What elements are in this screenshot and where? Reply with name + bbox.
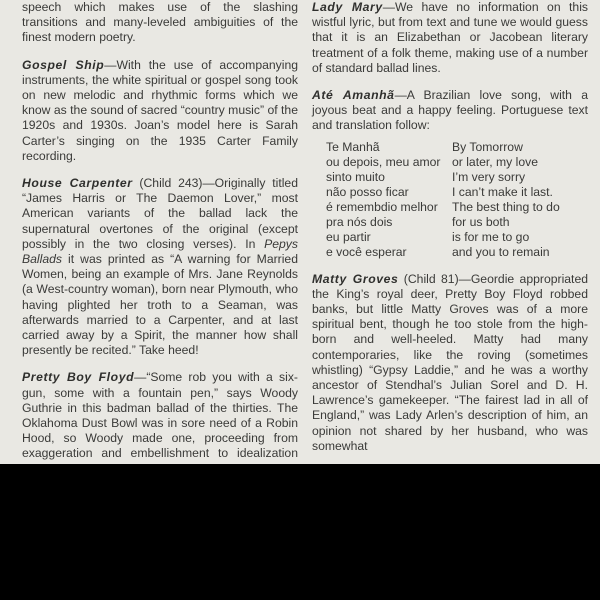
lyric-pt-line: ou depois, meu amor <box>326 154 441 169</box>
lyric-pt-line: não posso ficar <box>326 184 409 199</box>
intro-paragraph <box>22 0 298 46</box>
pepys-ballads-title: Pepys Ballads <box>22 236 298 267</box>
ate-amanha-paragraph <box>312 88 588 134</box>
intro-text: speech which makes use of the slashing transitions and many-leveled ambiguities of the finest modern poetry. <box>22 0 298 45</box>
pretty-boy-floyd-title: Pretty Boy Floyd <box>22 370 135 385</box>
lady-mary-paragraph <box>312 0 588 76</box>
house-carpenter-paragraph <box>22 176 298 358</box>
lyric-en-line: and you to remain <box>452 244 550 259</box>
gospel-ship-title: Gospel Ship <box>22 57 105 72</box>
ate-amanha-title: Até Amanhã <box>312 88 395 103</box>
matty-groves-text: (Child 81)—Geordie appropriated the King’s royal deer, Pretty Boy Floyd robbed banks, but little Matty Groves was of a more spiritual bent, though he too stole from the high-born and well-heeled. Matty had many contemporaries, like the roving (sometimes whistling) “Gypsy Laddie,” and he was a worthy ancestor of Stendhal’s Julian Sorel and D. H. Lawrence’s gamekeeper. “The fairest lad in all of England,” was Lady Arlen’s description of him, an opinion not shared by her husband, who was somewhat <box>312 271 588 453</box>
pretty-boy-floyd-text: —“Some rob you with a six-gun, some with a fountain pen,” says Woody Guthrie in this badman ballad of the thirties. The Oklahoma Dust Bowl was in sore need of a Robin Hood, so Woody made one, proceeding from exaggeration and embellishment to idealization <box>22 370 298 461</box>
lyric-pt-line: é remembdio melhor <box>326 199 438 214</box>
lyric-en-line: By Tomorrow <box>452 139 523 154</box>
lyrics-english-column <box>452 140 578 260</box>
right-column <box>312 0 589 453</box>
left-column <box>22 0 299 461</box>
lady-mary-text: —We have no information on this wistful lyric, but from text and tune we would guess that it is an Elizabethan or Jacobean literary treatment of a folk theme, making use of a number of standard ballad lines. <box>312 0 588 75</box>
house-carpenter-title: House Carpenter <box>22 176 133 191</box>
lyrics-table <box>326 140 588 260</box>
gospel-ship-text: —With the use of accompanying instruments, the white spiritual or gospel song took on new melodic and rhythmic forms which we know as the sound of sacred “country music” of the 1920s and 1930s. Joan’s model here is Sarah Carter’s singing on the 1935 Carter Family recording. <box>22 57 299 163</box>
lyric-en-line: The best thing to do <box>452 199 560 214</box>
house-carpenter-text-b: it was printed as “A warning for Married Women, being an example of Mrs. Jane Reynolds (a West-country woman), born near Plymouth, who having plighted her troth to a Seaman, was afterwards married to a Carpenter, and at last carried away by a Spirit, the manner how shall presently be recited.” Take heed! <box>22 252 298 358</box>
matty-groves-title: Matty Groves <box>312 271 399 286</box>
lady-mary-title: Lady Mary <box>312 0 383 14</box>
lyric-pt-line: eu partir <box>326 229 371 244</box>
lyric-en-line: is for me to go <box>452 229 530 244</box>
lyric-en-line: for us both <box>452 214 510 229</box>
black-band <box>0 464 600 600</box>
lyric-pt-line: e você esperar <box>326 244 407 259</box>
lyric-en-line: or later, my love <box>452 154 539 169</box>
house-carpenter-text-a: (Child 243)—Originally titled “James Harris or The Daemon Lover,” most American variants of the ballad lack the supernatural overtones of the original (except possibly in the two closing verses). In <box>22 176 298 251</box>
matty-groves-paragraph <box>312 272 588 454</box>
lyric-pt-line: Te Manhã <box>326 139 380 154</box>
gospel-ship-paragraph <box>22 58 298 164</box>
lyric-pt-line: pra nós dois <box>326 214 393 229</box>
lyrics-portuguese-column <box>326 140 452 260</box>
lyric-pt-line: sinto muito <box>326 169 385 184</box>
lyric-en-line: I’m very sorry <box>452 169 526 184</box>
lyric-en-line: I can’t make it last. <box>452 184 553 199</box>
ate-amanha-text: —A Brazilian love song, with a joyous beat and a happy feeling. Portuguese text and translation follow: <box>312 88 589 133</box>
